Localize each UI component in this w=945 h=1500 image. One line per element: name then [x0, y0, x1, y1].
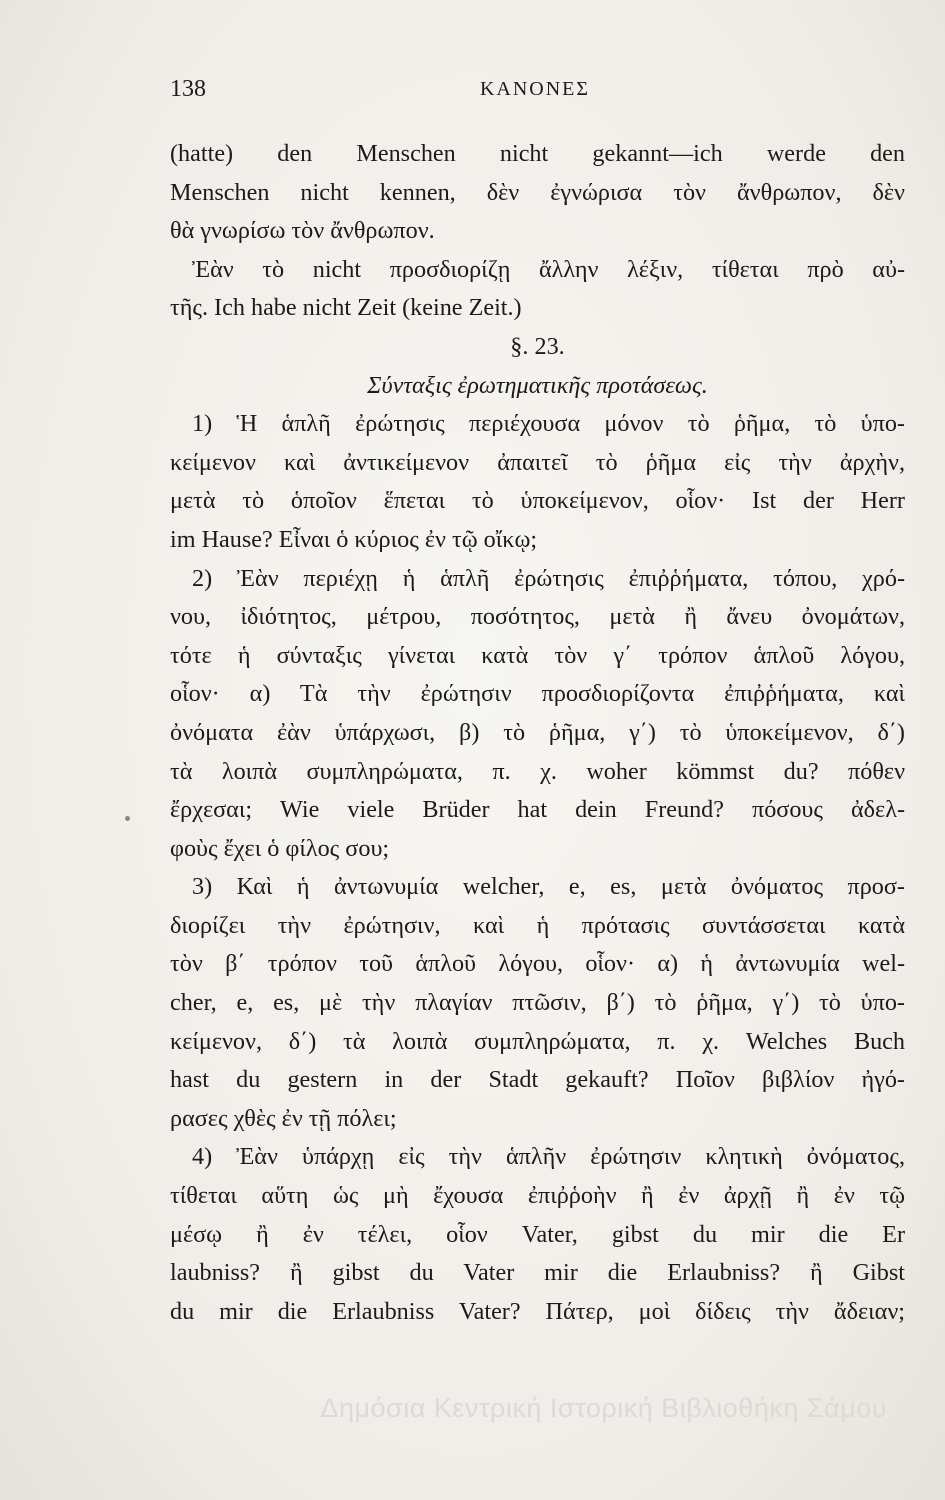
text-line: διορίζει τὴν ἐρώτησιν, καὶ ἡ πρότασις συντάσσεται κατὰ	[170, 911, 905, 939]
text-line: μέσῳ ἢ ἐν τέλει, οἷον Vater, gibst du mir die Er	[170, 1220, 905, 1248]
margin-dot	[125, 816, 130, 821]
text-line: 4) Ἐὰν ὑπάρχῃ εἰς τὴν ἁπλῆν ἐρώτησιν κλητικὴ ὀνόματος,	[192, 1143, 905, 1171]
text-line: κείμενον καὶ ἀντικείμενον ἀπαιτεῖ τὸ ῥῆμα εἰς τὴν ἀρχὴν,	[170, 448, 905, 476]
text-line: θὰ γνωρίσω τὸν ἄνθρωπον.	[170, 217, 435, 245]
section-title: Σύνταξις ἐρωτηματικῆς προτάσεως.	[367, 371, 708, 399]
text-line: τὸν β΄ τρόπον τοῦ ἁπλοῦ λόγου, οἷον· α) ἡ ἀντωνυμία wel-	[170, 950, 905, 978]
text-line: ἔρχεσαι; Wie viele Brüder hat dein Freund? πόσους ἀδελ-	[170, 796, 905, 824]
page-number: 138	[170, 76, 206, 102]
text-line: νου, ἰδιότητος, μέτρου, ποσότητος, μετὰ ἢ ἄνευ ὀνομάτων,	[170, 603, 905, 631]
text-line: οἷον· α) Τὰ τὴν ἐρώτησιν προσδιορίζοντα ἐπιῤῥήματα, καὶ	[170, 680, 905, 708]
text-line: 1) Ἡ ἁπλῆ ἐρώτησις περιέχουσα μόνον τὸ ῥῆμα, τὸ ὑπο-	[192, 410, 905, 438]
library-watermark: Δημόσια Κεντρική Ιστορική Βιβλιοθήκη Σάμου	[320, 1393, 887, 1423]
text-line: du mir die Erlaubniss Vater? Πάτερ, μοὶ δίδεις τὴν ἄδειαν;	[170, 1297, 905, 1325]
text-line: laubniss? ἢ gibst du Vater mir die Erlaubniss? ἢ Gibst	[170, 1259, 905, 1287]
text-line: τὰ λοιπὰ συμπληρώματα, π. χ. woher kömmst du? πόθεν	[170, 757, 905, 785]
text-line: τότε ἡ σύνταξις γίνεται κατὰ τὸν γ΄ τρόπον ἁπλοῦ λόγου,	[170, 641, 905, 669]
text-line: φοὺς ἔχει ὁ φίλος σου;	[170, 834, 390, 862]
text-line: Ἐὰν τὸ nicht προσδιορίζῃ ἄλλην λέξιν, τίθεται πρὸ αὐ-	[192, 255, 905, 283]
text-line: Menschen nicht kennen, δὲν ἐγνώρισα τὸν ἄνθρωπον, δὲν	[170, 178, 905, 206]
text-line: im Hause? Εἶναι ὁ κύριος ἐν τῷ οἴκῳ;	[170, 525, 538, 553]
text-line: ὀνόματα ἐὰν ὑπάρχωσι, β) τὸ ῥῆμα, γ΄) τὸ ὑποκείμενον, δ΄)	[170, 718, 905, 746]
text-line: μετὰ τὸ ὁποῖον ἕπεται τὸ ὑποκείμενον, οἷον· Ist der Herr	[170, 487, 905, 515]
running-head: ΚΑΝΟΝΕΣ	[479, 78, 591, 100]
text-line: hast du gestern in der Stadt gekauft? Ποῖον βιβλίον ἠγό-	[170, 1066, 905, 1094]
text-line: (hatte) den Menschen nicht gekannt—ich werde den	[170, 140, 905, 167]
body-text	[170, 135, 905, 1331]
text-line: ρασες χθὲς ἐν τῇ πόλει;	[170, 1104, 397, 1132]
text-line: τίθεται αὕτη ὡς μὴ ἔχουσα ἐπιῤῥοὴν ἢ ἐν ἀρχῇ ἢ ἐν τῷ	[170, 1182, 905, 1210]
text-line: 3) Καὶ ἡ ἀντωνυμία welcher, e, es, μετὰ ὀνόματος προσ-	[192, 873, 905, 901]
page-header	[170, 72, 900, 112]
text-line: 2) Ἐὰν περιέχῃ ἡ ἁπλῆ ἐρώτησις ἐπιῤῥήματα, τόπου, χρό-	[192, 564, 905, 592]
section-number: §. 23.	[510, 332, 565, 360]
text-line: κείμενον, δ΄) τὰ λοιπὰ συμπληρώματα, π. χ. Welches Buch	[170, 1027, 905, 1055]
text-line: τῆς. Ich habe nicht Zeit (keine Zeit.)	[170, 294, 522, 322]
text-line: cher, e, es, μὲ τὴν πλαγίαν πτῶσιν, β΄) τὸ ῥῆμα, γ΄) τὸ ὑπο-	[170, 989, 905, 1017]
